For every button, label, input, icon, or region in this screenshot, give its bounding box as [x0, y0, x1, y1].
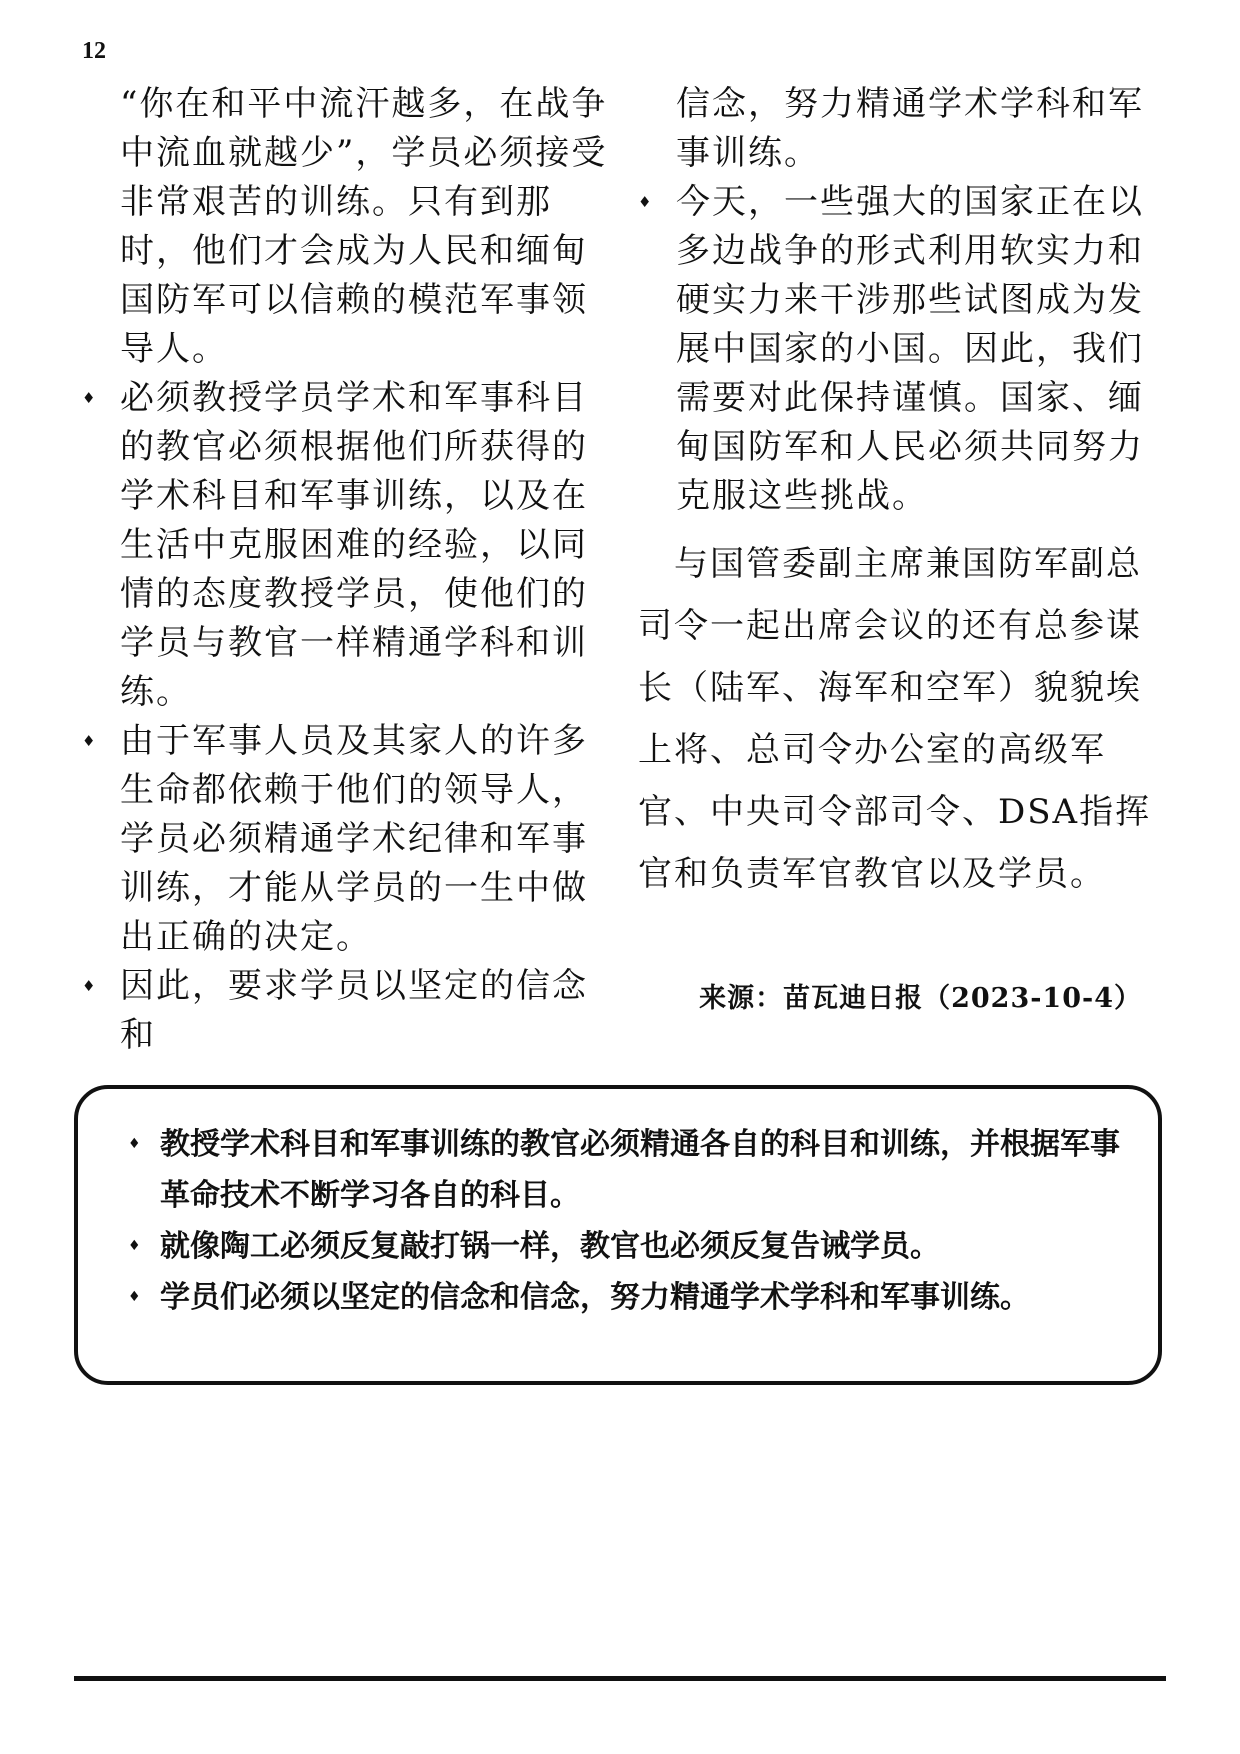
bottom-rule [74, 1676, 1166, 1681]
continuation-text: 信念，努力精通学术学科和军事训练。 [676, 84, 1144, 173]
summary-bullet-item: ♦ 教授学术科目和军事训练的教官必须精通各自的科目和训练，并根据军事革命技术不断学习各自的科目。 [128, 1119, 1128, 1221]
page-number: 12 [82, 38, 106, 64]
left-bullet-item: ♦ 必须教授学员学术和军事科目的教官必须根据他们所获得的学术科目和军事训练，以及在生活中克服困难的经验，以同情的态度教授学员，使他们的学员与教官一样精通学科和训练。 [82, 374, 612, 717]
right-column [638, 80, 1168, 905]
left-column [82, 80, 612, 1060]
source-citation: 来源：苗瓦迪日报（2023-10-4） [699, 983, 1142, 1014]
left-bullet-item: ♦ 因此，要求学员以坚定的信念和 [82, 962, 612, 1060]
summary-box [74, 1085, 1162, 1385]
left-bullet-item: ♦ 由于军事人员及其家人的许多生命都依赖于他们的领导人，学员必须精通学术纪律和军事训练，才能从学员的一生中做出正确的决定。 [82, 717, 612, 962]
closing-paragraph: 与国管委副主席兼国防军副总司令一起出席会议的还有总参谋长（陆军、海军和空军）貌貌埃上将、总司令办公室的高级军官、中央司令部司令、DSA指挥官和负责军官教官以及学员。 [638, 544, 1152, 894]
summary-bullet-item: ♦ 就像陶工必须反复敲打锅一样，教官也必须反复告诫学员。 [128, 1221, 1128, 1272]
intro-paragraph: “你在和平中流汗越多，在战争中流血就越少”，学员必须接受非常艰苦的训练。只有到那时，他们才会成为人民和缅甸国防军可以信赖的模范军事领导人。 [120, 84, 608, 369]
summary-bullet-item: ♦ 学员们必须以坚定的信念和信念，努力精通学术学科和军事训练。 [128, 1272, 1128, 1323]
right-bullet-item: ♦ 今天，一些强大的国家正在以多边战争的形式利用软实力和硬实力来干涉那些试图成为发展中国家的小国。因此，我们需要对此保持谨慎。国家、缅甸国防军和人民必须共同努力克服这些挑战。 [638, 178, 1168, 521]
